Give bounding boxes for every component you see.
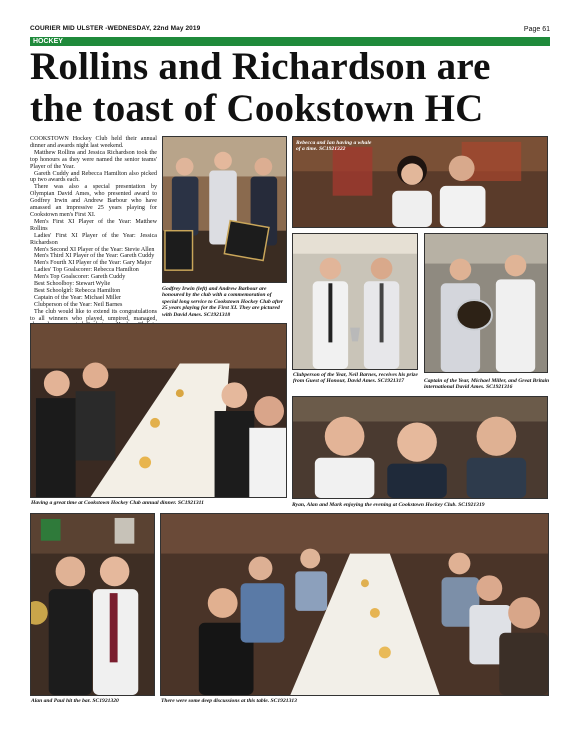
article-paragraph: There was also a special presentation by Olympian David Ames, who presented award to Godfrey Irwin and Andrew Barbour who have amassed an impressive 25 years playing for Cookstown men's First XI. [30,184,157,218]
section-label: HOCKEY [33,38,63,45]
caption-ryan-alan-mark: Ryan, Alan and Mark enjoying the evening at Cookstown Hockey Club. SC1921319 [292,502,485,508]
article-paragraph: Captain of the Year: Michael Miller [34,294,121,301]
article-paragraph: COOKSTOWN Hockey Club held their annual dinner and awards night last weekend. [30,136,157,149]
masthead-page-number: Page 61 [523,26,550,33]
article-paragraph: Ladies' Top Goalscorer: Rebecca Hamilton [34,267,139,274]
headline-line-1: Rollins and Richardson are [30,45,491,88]
caption-clubperson: Clubperson of the Year, Neil Barnes, receives his prize from Guest of Honour, David Ames. SC1921317 [293,372,418,385]
article-paragraph: Men's Fourth XI Player of the Year: Gary Major [34,260,152,267]
caption-long-service: Godfrey Irwin (left) and Andrew Barbour are honoured by the club with a commemoration of special long service to Cookstown Hockey Club after 25 years playing for the First XI. They are pictured with David Ames. SC1921318 [162,286,284,318]
headline [30,46,555,130]
article-paragraph: The club would like to extend its congratulations to all winners who played, umpired, managed, [30,308,157,322]
photo-alan-and-paul [30,513,155,696]
photo-long-service-award [162,136,287,283]
caption-great-time: Having a great time at Cookstown Hockey Club annual dinner. SC1921311 [31,500,204,506]
photo-captain-of-the-year [424,233,548,373]
photo-great-time-dinner [30,323,287,498]
photo-deep-discussions [160,513,549,696]
photo-clubperson-of-the-year [292,233,418,370]
photo-ryan-alan-mark [292,396,548,499]
article-paragraph: Men's Second XI Player of the Year: Stevie Allen [34,246,155,253]
article-body [30,136,157,336]
article-paragraph: Men's Top Goalscorer: Gareth Cuddy [34,274,126,281]
article-paragraph: Ladies' First XI Player of the Year: Jessica Richardson [30,232,157,246]
caption-captain: Captain of the Year, Michael Miller, and Great Britain international David Ames. SC1921316 [424,378,550,391]
headline-line-2: the toast of Cookstown HC [30,87,484,130]
masthead-publication: COURIER MID ULSTER -WEDNESDAY, 22nd May 2019 [30,25,201,32]
article-paragraph: Best Schoolboy: Stewart Wylie [34,281,111,288]
article-paragraph: Men's First XI Player of the Year: Matthew Rollins [30,218,157,232]
caption-alan-and-paul: Alan and Paul hit the bar. SC1921320 [31,698,119,704]
article-paragraph: Gareth Cuddy and Rebecca Hamilton also picked up two awards each. [30,170,157,184]
article-paragraph: Best Schoolgirl: Rebecca Hamilton [34,287,121,294]
article-paragraph: Matthew Rollins and Jessica Richardson took the top honours as they were named the senior teams' Player of the Year. [30,149,157,170]
article-paragraph: Clubperson of the Year: Neil Barnes [34,301,123,308]
article-paragraph: Men's Third XI Player of the Year: Gareth Cuddy [34,253,155,260]
masthead [30,25,550,37]
caption-deep-discussions: There were some deep discussions at this table. SC1921313 [161,698,297,704]
caption-rebecca-and-ian: Rebecca and Ian having a whale of a time. SC1921322 [296,140,372,153]
